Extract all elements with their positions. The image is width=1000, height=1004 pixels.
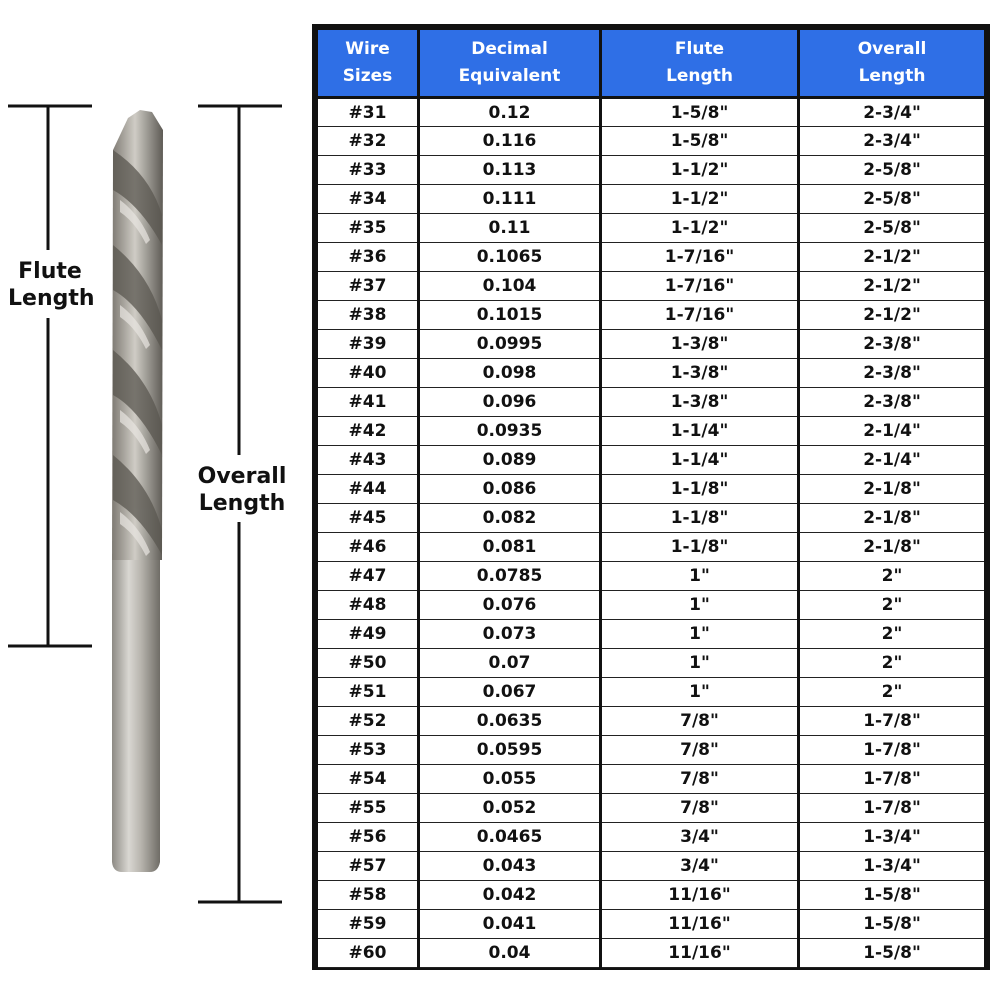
flute-dimension-line — [8, 106, 95, 646]
table-row — [317, 533, 986, 562]
flute-length-cell: 7/8" — [601, 794, 799, 823]
overall-length-cell: 1-7/8" — [799, 794, 986, 823]
wire-size-cell: #56 — [317, 823, 419, 852]
flute-length-cell: 1-7/16" — [601, 243, 799, 272]
decimal-cell: 0.0935 — [419, 417, 601, 446]
wire-size-cell: #59 — [317, 910, 419, 939]
wire-size-cell: #31 — [317, 98, 419, 127]
overall-length-cell: 1-7/8" — [799, 707, 986, 736]
wire-size-cell: #55 — [317, 794, 419, 823]
flute-length-cell: 1-1/2" — [601, 185, 799, 214]
table-row — [317, 98, 986, 127]
decimal-cell: 0.073 — [419, 620, 601, 649]
flute-length-cell: 3/4" — [601, 823, 799, 852]
decimal-cell: 0.0595 — [419, 736, 601, 765]
overall-length-cell: 2-3/8" — [799, 359, 986, 388]
wire-size-cell: #32 — [317, 127, 419, 156]
overall-length-cell: 2-3/4" — [799, 127, 986, 156]
flute-length-cell: 1-3/8" — [601, 388, 799, 417]
table-row — [317, 910, 986, 939]
flute-length-cell: 1-3/8" — [601, 330, 799, 359]
table-row — [317, 301, 986, 330]
overall-length-cell: 2" — [799, 562, 986, 591]
wire-size-cell: #43 — [317, 446, 419, 475]
flute-length-cell: 1-7/16" — [601, 272, 799, 301]
decimal-cell: 0.1065 — [419, 243, 601, 272]
overall-length-cell: 2-5/8" — [799, 156, 986, 185]
overall-length-cell: 2-1/8" — [799, 475, 986, 504]
decimal-cell: 0.104 — [419, 272, 601, 301]
decimal-cell: 0.11 — [419, 214, 601, 243]
table-row — [317, 591, 986, 620]
table-row — [317, 504, 986, 533]
wire-size-cell: #51 — [317, 678, 419, 707]
decimal-cell: 0.082 — [419, 504, 601, 533]
wire-size-cell: #48 — [317, 591, 419, 620]
overall-length-cell: 2" — [799, 678, 986, 707]
wire-size-cell: #57 — [317, 852, 419, 881]
decimal-cell: 0.089 — [419, 446, 601, 475]
overall-length-cell: 2-1/8" — [799, 533, 986, 562]
table-row — [317, 765, 986, 794]
wire-size-cell: #44 — [317, 475, 419, 504]
table-row — [317, 794, 986, 823]
wire-size-cell: #50 — [317, 649, 419, 678]
flute-length-cell: 1" — [601, 678, 799, 707]
table-row — [317, 156, 986, 185]
table-row — [317, 562, 986, 591]
flute-length-cell: 11/16" — [601, 881, 799, 910]
flute-length-cell: 3/4" — [601, 852, 799, 881]
flute-length-cell: 11/16" — [601, 939, 799, 968]
overall-length-cell: 1-7/8" — [799, 765, 986, 794]
overall-length-cell: 2-1/4" — [799, 446, 986, 475]
wire-size-cell: #45 — [317, 504, 419, 533]
flute-length-cell: 1-1/8" — [601, 475, 799, 504]
wire-size-cell: #35 — [317, 214, 419, 243]
overall-length-cell: 2-1/8" — [799, 504, 986, 533]
decimal-cell: 0.096 — [419, 388, 601, 417]
overall-length-cell: 2-3/8" — [799, 330, 986, 359]
overall-length-cell: 2-3/4" — [799, 98, 986, 127]
wire-size-cell: #47 — [317, 562, 419, 591]
flute-length-cell: 1-1/8" — [601, 504, 799, 533]
table-row — [317, 939, 986, 968]
flute-length-cell: 1-3/8" — [601, 359, 799, 388]
table-row — [317, 475, 986, 504]
wire-size-cell: #38 — [317, 301, 419, 330]
flute-length-cell: 1-1/4" — [601, 417, 799, 446]
flute-length-label: Flute Length — [8, 259, 95, 311]
overall-length-cell: 2" — [799, 591, 986, 620]
table-row — [317, 881, 986, 910]
wire-size-cell: #54 — [317, 765, 419, 794]
wire-size-cell: #42 — [317, 417, 419, 446]
flute-length-cell: 1" — [601, 562, 799, 591]
decimal-cell: 0.067 — [419, 678, 601, 707]
flute-length-cell: 7/8" — [601, 765, 799, 794]
table-body — [317, 98, 986, 968]
decimal-cell: 0.1015 — [419, 301, 601, 330]
overall-length-cell: 2-5/8" — [799, 185, 986, 214]
flute-length-cell: 7/8" — [601, 736, 799, 765]
flute-length-cell: 1" — [601, 591, 799, 620]
wire-size-table — [315, 27, 987, 968]
flute-length-cell: 7/8" — [601, 707, 799, 736]
header-wire-sizes: Wire Sizes — [317, 29, 419, 98]
overall-length-cell: 1-3/4" — [799, 852, 986, 881]
overall-length-cell: 1-5/8" — [799, 939, 986, 968]
decimal-cell: 0.04 — [419, 939, 601, 968]
overall-length-cell: 2-5/8" — [799, 214, 986, 243]
wire-size-cell: #53 — [317, 736, 419, 765]
wire-size-cell: #52 — [317, 707, 419, 736]
flute-length-cell: 1-5/8" — [601, 98, 799, 127]
wire-size-cell: #39 — [317, 330, 419, 359]
table-row — [317, 185, 986, 214]
drill-illustration — [0, 0, 310, 1000]
overall-length-cell: 2-3/8" — [799, 388, 986, 417]
decimal-cell: 0.055 — [419, 765, 601, 794]
decimal-cell: 0.081 — [419, 533, 601, 562]
flute-length-cell: 1" — [601, 649, 799, 678]
table-row — [317, 359, 986, 388]
flute-length-cell: 1-5/8" — [601, 127, 799, 156]
decimal-cell: 0.07 — [419, 649, 601, 678]
overall-length-cell: 2" — [799, 620, 986, 649]
decimal-cell: 0.113 — [419, 156, 601, 185]
table-row — [317, 620, 986, 649]
table-row — [317, 852, 986, 881]
decimal-cell: 0.116 — [419, 127, 601, 156]
wire-size-chart — [312, 24, 990, 970]
table-row — [317, 736, 986, 765]
decimal-cell: 0.086 — [419, 475, 601, 504]
flute-length-cell: 11/16" — [601, 910, 799, 939]
table-row — [317, 707, 986, 736]
header-overall-length: Overall Length — [799, 29, 986, 98]
wire-size-cell: #49 — [317, 620, 419, 649]
overall-length-cell: 2-1/4" — [799, 417, 986, 446]
wire-size-cell: #37 — [317, 272, 419, 301]
table-row — [317, 678, 986, 707]
overall-length-cell: 1-7/8" — [799, 736, 986, 765]
decimal-cell: 0.076 — [419, 591, 601, 620]
overall-length-cell: 1-3/4" — [799, 823, 986, 852]
overall-length-cell: 2-1/2" — [799, 272, 986, 301]
overall-length-cell: 1-5/8" — [799, 881, 986, 910]
decimal-cell: 0.043 — [419, 852, 601, 881]
decimal-cell: 0.0635 — [419, 707, 601, 736]
decimal-cell: 0.12 — [419, 98, 601, 127]
table-row — [317, 272, 986, 301]
overall-length-cell: 2" — [799, 649, 986, 678]
overall-length-label: Overall Length — [197, 464, 287, 516]
table-row — [317, 243, 986, 272]
decimal-cell: 0.0995 — [419, 330, 601, 359]
decimal-cell: 0.041 — [419, 910, 601, 939]
decimal-cell: 0.098 — [419, 359, 601, 388]
header-decimal-equivalent: Decimal Equivalent — [419, 29, 601, 98]
flute-length-cell: 1-7/16" — [601, 301, 799, 330]
table-header-row — [317, 29, 986, 98]
flute-length-cell: 1" — [601, 620, 799, 649]
overall-length-cell: 2-1/2" — [799, 243, 986, 272]
wire-size-cell: #34 — [317, 185, 419, 214]
table-row — [317, 330, 986, 359]
wire-size-cell: #33 — [317, 156, 419, 185]
decimal-cell: 0.042 — [419, 881, 601, 910]
wire-size-cell: #58 — [317, 881, 419, 910]
decimal-cell: 0.052 — [419, 794, 601, 823]
overall-length-cell: 1-5/8" — [799, 910, 986, 939]
table-row — [317, 823, 986, 852]
flute-length-cell: 1-1/8" — [601, 533, 799, 562]
decimal-cell: 0.0785 — [419, 562, 601, 591]
table-row — [317, 388, 986, 417]
table-row — [317, 214, 986, 243]
wire-size-cell: #40 — [317, 359, 419, 388]
table-row — [317, 127, 986, 156]
table-row — [317, 446, 986, 475]
decimal-cell: 0.0465 — [419, 823, 601, 852]
wire-size-cell: #41 — [317, 388, 419, 417]
header-flute-length: Flute Length — [601, 29, 799, 98]
wire-size-cell: #36 — [317, 243, 419, 272]
flute-length-cell: 1-1/4" — [601, 446, 799, 475]
decimal-cell: 0.111 — [419, 185, 601, 214]
wire-size-cell: #46 — [317, 533, 419, 562]
table-row — [317, 417, 986, 446]
wire-size-cell: #60 — [317, 939, 419, 968]
flute-length-cell: 1-1/2" — [601, 214, 799, 243]
table-row — [317, 649, 986, 678]
flute-length-cell: 1-1/2" — [601, 156, 799, 185]
overall-length-cell: 2-1/2" — [799, 301, 986, 330]
